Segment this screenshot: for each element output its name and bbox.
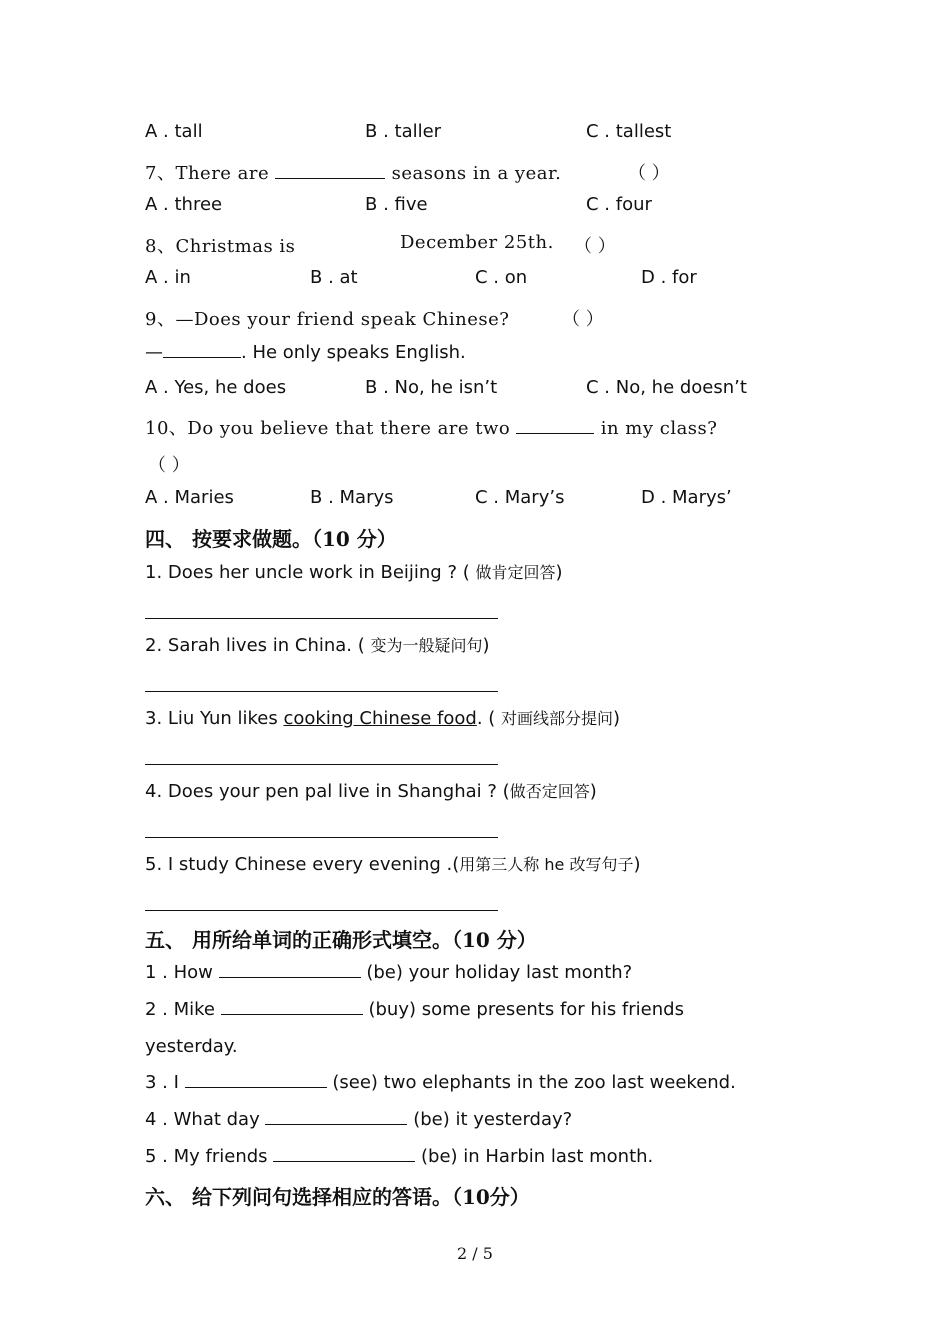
q7-text-post: seasons in a year. [385, 163, 562, 184]
q10-answer-paren[interactable]: （ ） [148, 455, 190, 476]
s4-item-5 [145, 852, 641, 875]
s4-item-5-text: 5. I study Chinese every evening .( [145, 854, 460, 875]
s4-item-4-answer-line[interactable] [145, 837, 498, 838]
q6-option-b: B . taller [365, 121, 442, 142]
q7-question [145, 159, 561, 185]
section5-heading: 五、 用所给单词的正确形式填空。（10 分） [145, 928, 537, 952]
s5-item-4 [145, 1108, 572, 1130]
q10-option-c: C . Mary’s [475, 487, 565, 508]
s5-item-2-pre: 2 . Mike [145, 999, 221, 1020]
s4-item-5-note: 用第三人称 he 改写句子 [459, 855, 634, 874]
s5-item-5 [145, 1145, 653, 1167]
s4-item-4 [145, 779, 597, 802]
s5-item-3-post: (see) two elephants in the zoo last weekend. [326, 1072, 736, 1093]
q7-text-pre: There are [175, 163, 276, 184]
s4-item-3-text-pre: 3. Liu Yun likes [145, 708, 284, 729]
q9-option-b: B . No, he isn’t [365, 377, 498, 398]
q9-number: 9、 [145, 309, 176, 330]
q6-option-a: A . tall [145, 121, 203, 142]
s4-item-3-note: 对画线部分提问 [501, 709, 614, 728]
q7-option-c: C . four [586, 194, 652, 215]
section4-heading: 四、 按要求做题。（10 分） [145, 527, 397, 551]
s5-item-1-blank[interactable] [219, 961, 361, 978]
q9-answer-paren[interactable]: （ ） [562, 309, 604, 330]
s5-item-1 [145, 961, 632, 983]
q9-option-c: C . No, he doesn’t [586, 377, 747, 398]
page-number: 2 / 5 [457, 1244, 493, 1263]
s4-item-1-answer-line[interactable] [145, 618, 498, 619]
s4-item-1 [145, 560, 563, 583]
s5-item-2-post: (buy) some presents for his friends [362, 999, 684, 1020]
q9-text: —Does your friend speak Chinese? [175, 309, 510, 330]
q8-number: 8、 [145, 236, 176, 257]
q10-text-pre: Do you believe that there are two [187, 418, 517, 439]
q7-blank[interactable] [275, 162, 385, 179]
s5-item-2 [145, 998, 684, 1020]
q9-blank[interactable] [163, 341, 241, 358]
q7-answer-paren[interactable]: （ ） [628, 163, 670, 184]
q8-option-a: A . in [145, 267, 191, 288]
s5-item-3 [145, 1071, 736, 1093]
s5-item-1-post: (be) your holiday last month? [360, 962, 633, 983]
q10-blank[interactable] [516, 417, 594, 434]
s4-item-3-answer-line[interactable] [145, 764, 498, 765]
s4-item-4-close: ) [589, 781, 597, 802]
q7-option-b: B . five [365, 194, 428, 215]
s4-item-1-text: 1. Does her uncle work in Beijing ? ( [145, 562, 476, 583]
s4-item-2-note: 变为一般疑问句 [370, 636, 483, 655]
section6-heading: 六、 给下列问句选择相应的答语。（10分） [145, 1185, 530, 1209]
q8-question [145, 232, 295, 258]
q7-number: 7、 [145, 163, 176, 184]
q8-option-c: C . on [475, 267, 528, 288]
s4-item-2-answer-line[interactable] [145, 691, 498, 692]
q9-reply-post: . He only speaks English. [241, 342, 466, 363]
q8-option-d: D . for [641, 267, 697, 288]
s4-item-3-text-post: . ( [476, 708, 501, 729]
q8-answer-paren[interactable]: （ ） [574, 236, 616, 257]
q9-reply-dash: — [145, 342, 163, 363]
q10-option-d: D . Marys’ [641, 487, 732, 508]
q10-text-post: in my class? [594, 418, 718, 439]
q10-option-b: B . Marys [310, 487, 394, 508]
q8-text-post: December 25th. [400, 232, 554, 253]
q9-option-a: A . Yes, he does [145, 377, 287, 398]
s4-item-2-text: 2. Sarah lives in China. ( [145, 635, 371, 656]
q10-option-a: A . Maries [145, 487, 234, 508]
s5-item-3-pre: 3 . I [145, 1072, 185, 1093]
s4-item-3 [145, 706, 620, 729]
s5-item-4-blank[interactable] [265, 1108, 407, 1125]
s4-item-1-note: 做肯定回答 [475, 563, 556, 582]
s4-item-2-close: ) [482, 635, 490, 656]
s4-item-3-close: ) [613, 708, 621, 729]
s5-item-5-blank[interactable] [273, 1145, 415, 1162]
s4-item-4-text: 4. Does your pen pal live in Shanghai ? ( [145, 781, 510, 802]
q9-reply [145, 341, 466, 363]
s5-item-1-pre: 1 . How [145, 962, 219, 983]
s4-item-5-answer-line[interactable] [145, 910, 498, 911]
q10-question [145, 414, 717, 440]
s4-item-4-note: 做否定回答 [509, 782, 590, 801]
q10-number: 10、 [145, 418, 188, 439]
s4-item-3-underlined: cooking Chinese food [283, 708, 477, 729]
q8-option-b: B . at [310, 267, 358, 288]
s5-item-3-blank[interactable] [185, 1071, 327, 1088]
q7-option-a: A . three [145, 194, 223, 215]
s4-item-2 [145, 633, 490, 656]
q8-text-pre: Christmas is [175, 236, 296, 257]
s4-item-5-close: ) [633, 854, 641, 875]
s5-item-4-pre: 4 . What day [145, 1109, 266, 1130]
s5-item-4-post: (be) it yesterday? [407, 1109, 573, 1130]
s5-item-5-pre: 5 . My friends [145, 1146, 274, 1167]
q9-question [145, 305, 509, 331]
s4-item-1-close: ) [555, 562, 563, 583]
s5-item-2-blank[interactable] [221, 998, 363, 1015]
s5-item-2-continuation: yesterday. [145, 1036, 238, 1057]
q6-option-c: C . tallest [586, 121, 672, 142]
s5-item-5-post: (be) in Harbin last month. [415, 1146, 654, 1167]
